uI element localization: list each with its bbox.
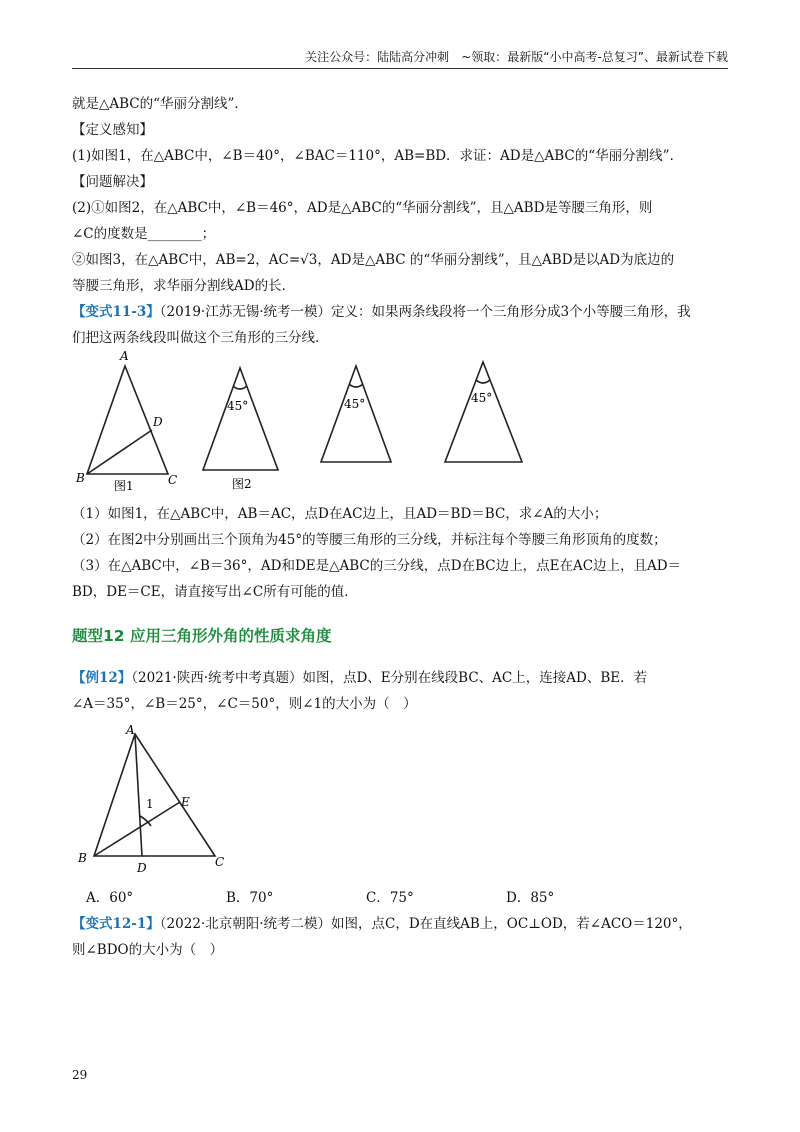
text-line-5: (2)①如图2，在△ABC中，∠B＝46°，AD是△ABC的“华丽分割线”，且△ABD是等腰三角形，则 bbox=[72, 200, 653, 216]
text-line-6: ∠C的度数是________； bbox=[72, 226, 216, 242]
fig1-caption: 图1 bbox=[114, 479, 134, 493]
page-header: 关注公众号：陆陆高分冲刺 ~领取：最新版“小中高考-总复习”、最新试卷下载 bbox=[305, 50, 728, 64]
option-d: D．85° bbox=[506, 890, 555, 906]
fig2-angle-label-1: 45° bbox=[227, 399, 249, 413]
bianshi-12-1 bbox=[72, 914, 692, 934]
fig2-caption: 图2 bbox=[232, 477, 252, 491]
section-title: 题型12 应用三角形外角的性质求角度 bbox=[72, 627, 332, 645]
fig2-angle-arc-2 bbox=[349, 384, 363, 387]
text-line-3: (1)如图1，在△ABC中，∠B＝40°，∠BAC＝110°，AB=BD．求证：AD是△ABC的“华丽分割线”． bbox=[72, 148, 684, 164]
fig2-triangle-2 bbox=[321, 366, 391, 462]
example-12-label: 【例12】 bbox=[72, 670, 132, 686]
fig12-label-1: 1 bbox=[146, 797, 154, 811]
fig2-angle-arc-1 bbox=[233, 386, 247, 389]
fig12-triangle bbox=[94, 734, 215, 856]
text-line-2: 【定义感知】 bbox=[72, 122, 153, 138]
fig12-label-b: B bbox=[78, 851, 87, 865]
bianshi-11-3-text: （2019·江苏无锡·统考一模）定义：如果两条线段将一个三角形分成3个小等腰三角形，我 bbox=[159, 304, 691, 320]
page-number: 29 bbox=[72, 1068, 88, 1082]
fig2-angle-arc-3 bbox=[476, 380, 490, 383]
text-line-1: 就是△ABC的“华丽分割线”． bbox=[72, 96, 248, 112]
bianshi-12-1-text: （2022·北京朝阳·统考二模）如图，点C，D在直线AB上，OC⊥OD，若∠ACO＝120°， bbox=[159, 916, 692, 932]
q-line-3: （3）在△ABC中，∠B＝36°，AD和DE是△ABC的三分线，点D在BC边上，点E在AC边上，且AD＝ bbox=[72, 558, 682, 574]
example-12-text: （2021·陕西·统考中考真题）如图，点D、E分别在线段BC、AC上，连接AD、BE．若 bbox=[131, 670, 648, 686]
fig12-segment-be bbox=[94, 802, 180, 856]
q-line-2: （2）在图2中分别画出三个顶角为45°的等腰三角形的三分线，并标注每个等腰三角形顶角的度数； bbox=[72, 532, 667, 548]
bianshi-12-1-text2: 则∠BDO的大小为（ ） bbox=[72, 942, 224, 958]
example-12 bbox=[72, 668, 647, 688]
bianshi-11-3-text2: 们把这两条线段叫做这个三角形的三分线． bbox=[72, 330, 329, 346]
fig2-angle-label-3: 45° bbox=[471, 391, 493, 405]
fig1-label-c: C bbox=[168, 473, 178, 487]
fig1-label-a: A bbox=[120, 349, 129, 363]
q-line-4: BD，DE＝CE，请直接写出∠C所有可能的值． bbox=[72, 584, 358, 600]
fig12-label-a: A bbox=[126, 723, 135, 737]
figure-12 bbox=[0, 720, 800, 880]
fig2-angle-label-2: 45° bbox=[344, 397, 366, 411]
fig2-triangle-1 bbox=[203, 368, 278, 470]
fig1-label-b: B bbox=[76, 471, 85, 485]
text-line-4: 【问题解决】 bbox=[72, 174, 153, 190]
example-12-text2: ∠A＝35°，∠B＝25°，∠C＝50°，则∠1的大小为（ ） bbox=[72, 696, 417, 712]
option-a: A．60° bbox=[86, 890, 134, 906]
fig1-segment-bd bbox=[87, 430, 152, 474]
option-b: B．70° bbox=[226, 890, 274, 906]
text-line-7: ②如图3，在△ABC中，AB=2，AC=√3，AD是△ABC 的“华丽分割线”，且△ABD是以AD为底边的 bbox=[72, 252, 675, 268]
bianshi-11-3-label: 【变式11-3】 bbox=[72, 304, 160, 320]
q-line-1: （1）如图1，在△ABC中，AB＝AC，点D在AC边上，且AD＝BD＝BC，求∠A的大小； bbox=[72, 506, 608, 522]
text-line-8: 等腰三角形，求华丽分割线AD的长． bbox=[72, 278, 296, 294]
figure-11-3 bbox=[0, 349, 800, 493]
header-rule bbox=[72, 68, 728, 69]
fig2-triangle-3 bbox=[445, 362, 522, 462]
fig12-label-d: D bbox=[137, 861, 147, 875]
fig1-label-d: D bbox=[153, 415, 163, 429]
bianshi-12-1-label: 【变式12-1】 bbox=[72, 916, 160, 932]
fig12-segment-ad bbox=[135, 734, 142, 856]
fig12-label-c: C bbox=[215, 855, 225, 869]
option-c: C．75° bbox=[366, 890, 414, 906]
fig12-label-e: E bbox=[181, 795, 190, 809]
bianshi-11-3 bbox=[72, 302, 691, 322]
